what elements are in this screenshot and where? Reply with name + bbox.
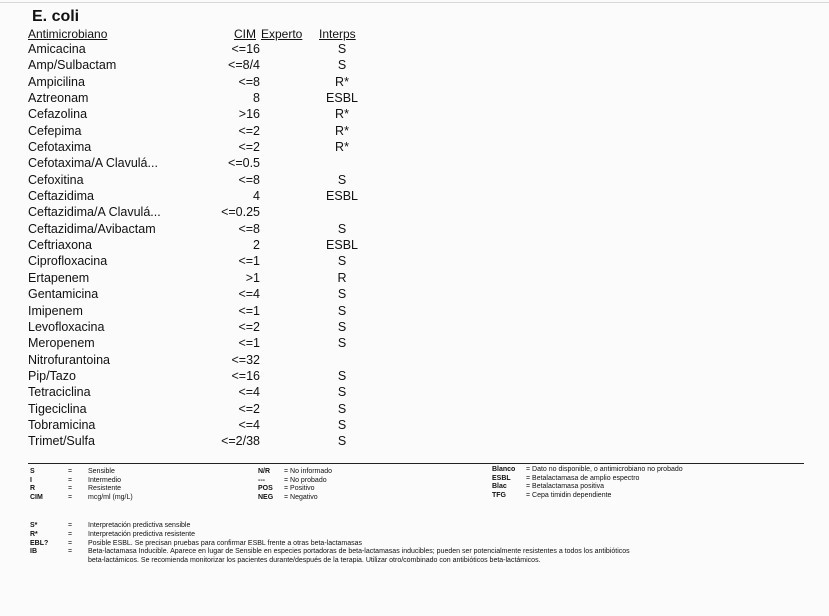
table-row bbox=[0, 75, 829, 91]
header-antimicrobial: Antimicrobiano bbox=[28, 27, 108, 41]
cim-value: <=8 bbox=[238, 74, 260, 89]
interp-value: S bbox=[337, 368, 347, 383]
antimicrobial-name: Cefotaxima/A Clavulá... bbox=[28, 156, 158, 171]
antimicrobial-name: Ampicilina bbox=[28, 74, 85, 89]
cim-value: <=4 bbox=[238, 385, 260, 400]
legend-item bbox=[258, 477, 468, 486]
cim-value: <=16 bbox=[231, 42, 260, 56]
legend-desc: Sensible bbox=[88, 468, 115, 475]
antimicrobial-name: Nitrofurantoina bbox=[28, 352, 110, 367]
legend-key: POS bbox=[258, 485, 273, 493]
legend-desc: = Cepa timidin dependiente bbox=[526, 491, 612, 499]
table-row bbox=[0, 107, 829, 123]
antimicrobial-name: Amp/Sulbactam bbox=[28, 58, 117, 73]
interp-value: R* bbox=[335, 140, 349, 155]
antimicrobial-name: Ceftazidima/Avibactam bbox=[28, 221, 156, 236]
cim-value: <=8 bbox=[238, 221, 260, 236]
header-expert: Experto bbox=[261, 27, 303, 41]
interp-value: S bbox=[337, 58, 347, 73]
cim-value: <=1 bbox=[238, 303, 260, 318]
legend-item bbox=[258, 468, 468, 477]
legend-item bbox=[492, 483, 812, 492]
cim-value: <=8 bbox=[238, 172, 260, 187]
cim-value: <=32 bbox=[231, 352, 260, 367]
legend-item bbox=[30, 477, 280, 486]
interp-value: S bbox=[337, 303, 347, 318]
table-row bbox=[0, 222, 829, 238]
footnote-key: EBL? bbox=[30, 539, 49, 547]
legend-desc: = Negativo bbox=[284, 493, 318, 501]
legend-key: TFG bbox=[492, 491, 506, 499]
footnote-desc: Posible ESBL. Se precisan pruebas para confirmar ESBL frente a otras beta-lactamasas bbox=[88, 539, 363, 547]
interp-value: S bbox=[337, 287, 347, 302]
cim-value: <=2 bbox=[238, 401, 260, 416]
susceptibility-table bbox=[0, 42, 829, 451]
cim-value: >1 bbox=[245, 270, 260, 285]
table-row bbox=[0, 369, 829, 385]
table-row bbox=[0, 42, 829, 58]
cim-value: <=1 bbox=[238, 254, 260, 269]
table-row bbox=[0, 385, 829, 401]
footnote-equals: = bbox=[68, 522, 73, 529]
legend-desc: Resistente bbox=[88, 485, 122, 493]
legend-middle bbox=[258, 468, 468, 502]
legend-desc: = Betalactamasa de amplio espectro bbox=[526, 474, 640, 482]
interp-value: R* bbox=[335, 107, 349, 122]
table-row bbox=[0, 238, 829, 254]
top-divider bbox=[0, 2, 829, 3]
legend-divider bbox=[28, 463, 804, 464]
antimicrobial-name: Tobramicina bbox=[28, 417, 96, 432]
legend-key: R bbox=[30, 485, 36, 493]
header-interp: Interps bbox=[319, 27, 356, 41]
footnote-equals: = bbox=[68, 539, 73, 547]
antimicrobial-name: Ceftazidima/A Clavulá... bbox=[28, 205, 161, 220]
interp-value: S bbox=[337, 221, 347, 236]
antimicrobial-name: Meropenem bbox=[28, 336, 95, 351]
footnote-equals: = bbox=[68, 530, 73, 538]
interp-value: S bbox=[337, 417, 347, 432]
interp-value: R bbox=[337, 270, 347, 285]
antimicrobial-name: Ciprofloxacina bbox=[28, 254, 108, 269]
legend-key: Blanco bbox=[492, 466, 516, 473]
legend-key: --- bbox=[258, 476, 265, 484]
cim-value: <=2 bbox=[238, 123, 260, 138]
table-row bbox=[0, 254, 829, 270]
legend-key: ESBL bbox=[492, 474, 511, 482]
antimicrobial-name: Imipenem bbox=[28, 303, 83, 318]
footnote-key: R* bbox=[30, 530, 38, 538]
interp-value: ESBL bbox=[326, 91, 358, 106]
legend-desc: = Betalactamasa positiva bbox=[526, 483, 605, 491]
antimicrobial-name: Trimet/Sulfa bbox=[28, 434, 95, 449]
table-row bbox=[0, 58, 829, 74]
table-row bbox=[0, 418, 829, 434]
footnote-desc: Interpretación predictiva resistente bbox=[88, 530, 195, 538]
interp-value: S bbox=[337, 434, 347, 449]
legend-item bbox=[258, 485, 468, 494]
legend-item bbox=[492, 475, 812, 484]
table-row bbox=[0, 91, 829, 107]
cim-value: <=4 bbox=[238, 287, 260, 302]
antimicrobial-name: Pip/Tazo bbox=[28, 368, 76, 383]
legend-key: CIM bbox=[30, 493, 43, 501]
footnote-desc: Interpretación predictiva sensible bbox=[88, 522, 191, 529]
legend-item bbox=[492, 492, 812, 501]
cim-value: 8 bbox=[253, 91, 260, 106]
cim-value: <=2 bbox=[238, 140, 260, 155]
legend-desc: mcg/ml (mg/L) bbox=[88, 493, 133, 501]
legend-key: NEG bbox=[258, 493, 274, 501]
footnote-desc: Beta-lactamasa Inducible. Aparece en lugar de Sensible en especies portadoras de beta-lactamasas inducibles; pueden ser potencialmente resistentes a todos los antibióticos bbox=[88, 548, 630, 556]
legend-desc: = Positivo bbox=[284, 485, 315, 493]
table-row bbox=[0, 124, 829, 140]
antimicrobial-name: Cefazolina bbox=[28, 107, 88, 122]
footnote-equals: = bbox=[68, 548, 73, 556]
legend-item bbox=[30, 485, 280, 494]
legend-equals: = bbox=[68, 468, 73, 475]
legend-equals: = bbox=[68, 476, 73, 484]
legend-key: I bbox=[30, 476, 32, 484]
legend-desc: = Dato no disponible, o antimicrobiano no probado bbox=[526, 466, 683, 473]
antimicrobial-name: Aztreonam bbox=[28, 91, 89, 106]
footnote-key: IB bbox=[30, 548, 37, 556]
interp-value: S bbox=[337, 254, 347, 269]
interp-value: S bbox=[337, 42, 347, 56]
table-row bbox=[0, 304, 829, 320]
interp-value: S bbox=[337, 172, 347, 187]
interp-value: ESBL bbox=[326, 189, 358, 204]
table-row bbox=[0, 353, 829, 369]
cim-value: 2 bbox=[253, 238, 260, 253]
legend-item bbox=[492, 466, 812, 475]
footnote-key: S* bbox=[30, 522, 38, 529]
table-row bbox=[0, 336, 829, 352]
cim-value: <=0.5 bbox=[228, 156, 260, 171]
legend-item bbox=[258, 494, 468, 503]
antimicrobial-name: Tetraciclina bbox=[28, 385, 91, 400]
interp-value: ESBL bbox=[326, 238, 358, 253]
table-row bbox=[0, 140, 829, 156]
antimicrobial-name: Cefepima bbox=[28, 123, 82, 138]
antimicrobial-name: Ertapenem bbox=[28, 270, 90, 285]
cim-value: <=2/38 bbox=[221, 434, 260, 449]
cim-value: <=8/4 bbox=[228, 58, 260, 73]
organism-title: E. coli bbox=[32, 8, 80, 25]
cim-value: <=16 bbox=[231, 368, 260, 383]
table-row bbox=[0, 189, 829, 205]
table-row bbox=[0, 271, 829, 287]
legend-item bbox=[30, 494, 280, 503]
legend-equals: = bbox=[68, 485, 73, 493]
footnote-line bbox=[30, 557, 820, 566]
footnotes bbox=[30, 522, 820, 566]
antimicrobial-name: Amicacina bbox=[28, 42, 86, 56]
interp-value: S bbox=[337, 319, 347, 334]
cim-value: <=1 bbox=[238, 336, 260, 351]
interp-value: S bbox=[337, 336, 347, 351]
footnote-line bbox=[30, 531, 820, 540]
footnote-desc: beta-lactámicos. Se recomienda monitorizar los pacientes durante/después de la terapia. Utilizar otro/combinado con antibióticos beta-lactámicos. bbox=[88, 557, 541, 565]
antimicrobial-name: Cefoxitina bbox=[28, 172, 84, 187]
legend-item bbox=[30, 468, 280, 477]
table-row bbox=[0, 173, 829, 189]
cim-value: 4 bbox=[253, 189, 260, 204]
antimicrobial-name: Ceftriaxona bbox=[28, 238, 92, 253]
table-row bbox=[0, 320, 829, 336]
cim-value: <=4 bbox=[238, 417, 260, 432]
footnote-line bbox=[30, 548, 820, 557]
antimicrobial-name: Tigeciclina bbox=[28, 401, 87, 416]
table-row bbox=[0, 287, 829, 303]
interp-value: S bbox=[337, 401, 347, 416]
legend-desc: = No informado bbox=[284, 468, 333, 475]
table-row bbox=[0, 402, 829, 418]
table-row bbox=[0, 156, 829, 172]
antimicrobial-name: Levofloxacina bbox=[28, 319, 105, 334]
legend-key: Blac bbox=[492, 483, 507, 491]
interp-value: S bbox=[337, 385, 347, 400]
cim-value: <=0.25 bbox=[221, 205, 260, 220]
legend-right bbox=[492, 466, 812, 500]
header-cim: CIM bbox=[234, 27, 256, 41]
cim-value: <=2 bbox=[238, 319, 260, 334]
antimicrobial-name: Ceftazidima bbox=[28, 189, 94, 204]
antimicrobial-name: Gentamicina bbox=[28, 287, 99, 302]
table-row bbox=[0, 205, 829, 221]
legend-key: S bbox=[30, 468, 35, 475]
antimicrobial-name: Cefotaxima bbox=[28, 140, 92, 155]
footnote-line bbox=[30, 540, 820, 549]
legend-desc: = No probado bbox=[284, 476, 327, 484]
legend-key: N/R bbox=[258, 468, 271, 475]
footnote-line bbox=[30, 522, 820, 531]
table-row bbox=[0, 434, 829, 450]
legend-left bbox=[30, 468, 280, 502]
cim-value: >16 bbox=[238, 107, 260, 122]
interp-value: R* bbox=[335, 123, 349, 138]
legend-equals: = bbox=[68, 493, 73, 501]
interp-value: R* bbox=[335, 74, 349, 89]
legend-desc: Intermedio bbox=[88, 476, 122, 484]
